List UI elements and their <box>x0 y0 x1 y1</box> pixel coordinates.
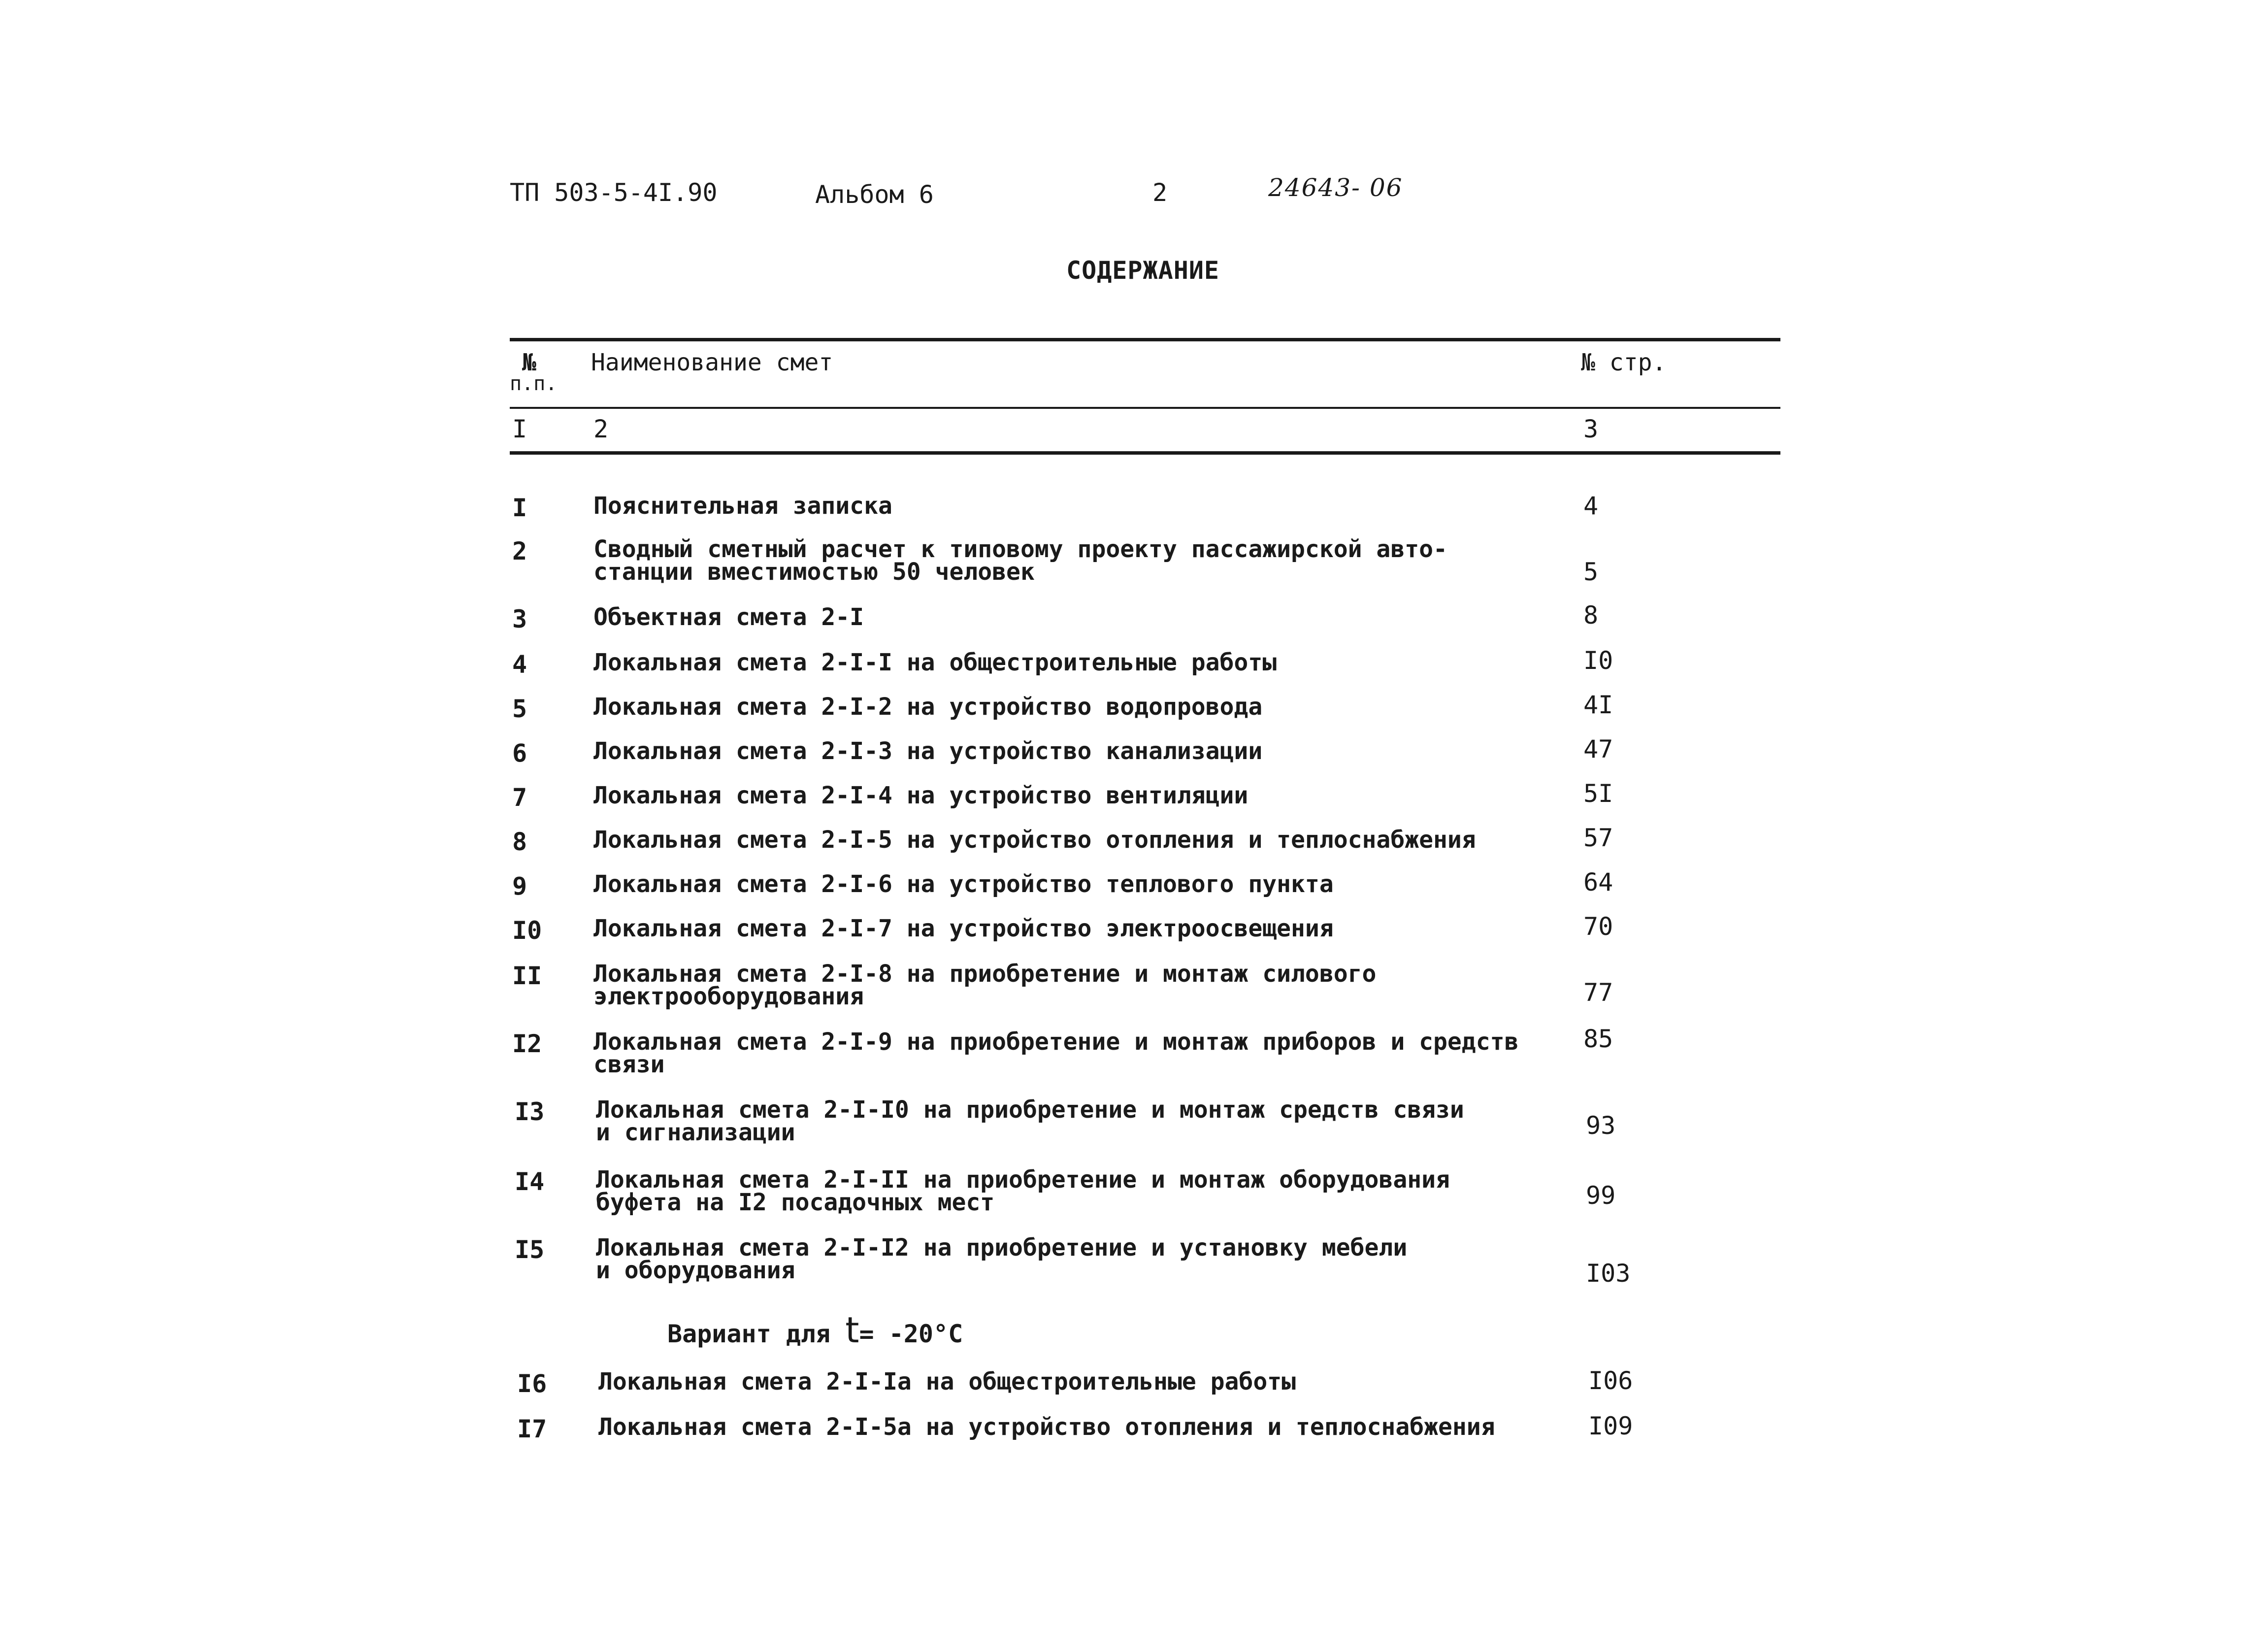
column-number-label: п.п. <box>510 372 558 395</box>
column-index-1: I <box>512 415 527 443</box>
row-page: 5 <box>1583 558 1599 586</box>
row-page: 4I <box>1583 691 1613 719</box>
row-title: Локальная смета 2-I-6 на устройство теплового пункта <box>593 870 1334 898</box>
row-title: Локальная смета 2-I-I2 на приобретение и установку мебели и оборудования <box>596 1234 1408 1284</box>
variant-value: = -20°C <box>859 1320 963 1348</box>
row-number: I3 <box>515 1097 545 1126</box>
row-number: 8 <box>512 828 527 856</box>
column-name-header: Наименование смет <box>591 349 833 376</box>
row-title: Пояснительная записка <box>593 492 892 520</box>
row-number: I0 <box>512 916 542 945</box>
row-title: Локальная смета 2-I-2 на устройство водопровода <box>593 693 1263 721</box>
variant-heading <box>667 1309 963 1351</box>
row-title: Локальная смета 2-I-5 на устройство отопления и теплоснабжения <box>593 826 1476 854</box>
column-index-3: 3 <box>1583 415 1599 443</box>
row-number: I2 <box>512 1030 542 1058</box>
row-number: 2 <box>512 537 527 565</box>
row-page: I03 <box>1586 1259 1631 1288</box>
row-number: 9 <box>512 872 527 900</box>
row-page: 85 <box>1583 1025 1613 1053</box>
row-page: 93 <box>1586 1111 1616 1140</box>
row-title: Локальная смета 2-I-Iа на общестроительные работы <box>598 1368 1296 1396</box>
column-page-header: № стр. <box>1581 349 1667 376</box>
project-code: ТП 503-5-4I.90 <box>510 178 718 207</box>
row-title: Локальная смета 2-I-7 на устройство электроосвещения <box>593 915 1334 942</box>
row-page: 99 <box>1586 1181 1616 1210</box>
row-title: Объектная смета 2-I <box>593 603 864 631</box>
row-title: Локальная смета 2-I-5а на устройство отопления и теплоснабжения <box>598 1413 1495 1441</box>
row-page: 77 <box>1583 978 1613 1007</box>
row-title: Сводный сметный расчет к типовому проекту пассажирской авто- станции вместимостью 50 человек <box>593 535 1447 586</box>
row-page: 70 <box>1583 912 1613 941</box>
variant-prefix: Вариант для <box>667 1320 831 1348</box>
row-title: Локальная смета 2-I-I0 на приобретение и монтаж средств связи и сигнализации <box>596 1096 1464 1146</box>
variant-t-symbol: t <box>845 1309 859 1351</box>
page-number: 2 <box>1152 178 1168 207</box>
row-page: 5I <box>1583 779 1613 808</box>
album-label: Альбом 6 <box>815 180 934 209</box>
inventory-number: 24643- 06 <box>1268 173 1403 202</box>
row-number: I <box>512 494 527 522</box>
row-page: 57 <box>1583 824 1613 852</box>
row-title: Локальная смета 2-I-4 на устройство вентиляции <box>593 782 1249 809</box>
row-number: 6 <box>512 739 527 767</box>
row-number: I7 <box>517 1415 547 1443</box>
row-title: Локальная смета 2-I-3 на устройство канализации <box>593 737 1263 765</box>
column-number-symbol: № <box>522 349 536 376</box>
row-page: I0 <box>1583 646 1613 675</box>
row-number: II <box>512 962 542 990</box>
row-number: I4 <box>515 1167 545 1196</box>
row-page: 47 <box>1583 735 1613 764</box>
row-number: I6 <box>517 1369 547 1398</box>
header-rule <box>510 407 1780 409</box>
row-page: 8 <box>1583 601 1599 630</box>
row-title: Локальная смета 2-I-I на общестроительные работы <box>593 649 1277 676</box>
column-index-rule <box>510 451 1780 455</box>
column-index-2: 2 <box>593 415 609 443</box>
row-number: 3 <box>512 605 527 633</box>
row-title: Локальная смета 2-I-8 на приобретение и монтаж силового электрооборудования <box>593 960 1377 1010</box>
row-page: 64 <box>1583 868 1613 897</box>
row-page: 4 <box>1583 492 1599 520</box>
document-title: СОДЕРЖАНИЕ <box>1066 256 1220 285</box>
row-number: 4 <box>512 650 527 679</box>
table-top-rule <box>510 338 1780 341</box>
row-title: Локальная смета 2-I-9 на приобретение и монтаж приборов и средств связи <box>593 1028 1519 1078</box>
row-page: I09 <box>1588 1412 1633 1440</box>
row-title: Локальная смета 2-I-II на приобретение и монтаж оборудования буфета на I2 посадочных мест <box>596 1166 1450 1216</box>
row-page: I06 <box>1588 1366 1633 1395</box>
row-number: 5 <box>512 695 527 723</box>
row-number: I5 <box>515 1235 545 1264</box>
row-number: 7 <box>512 783 527 812</box>
